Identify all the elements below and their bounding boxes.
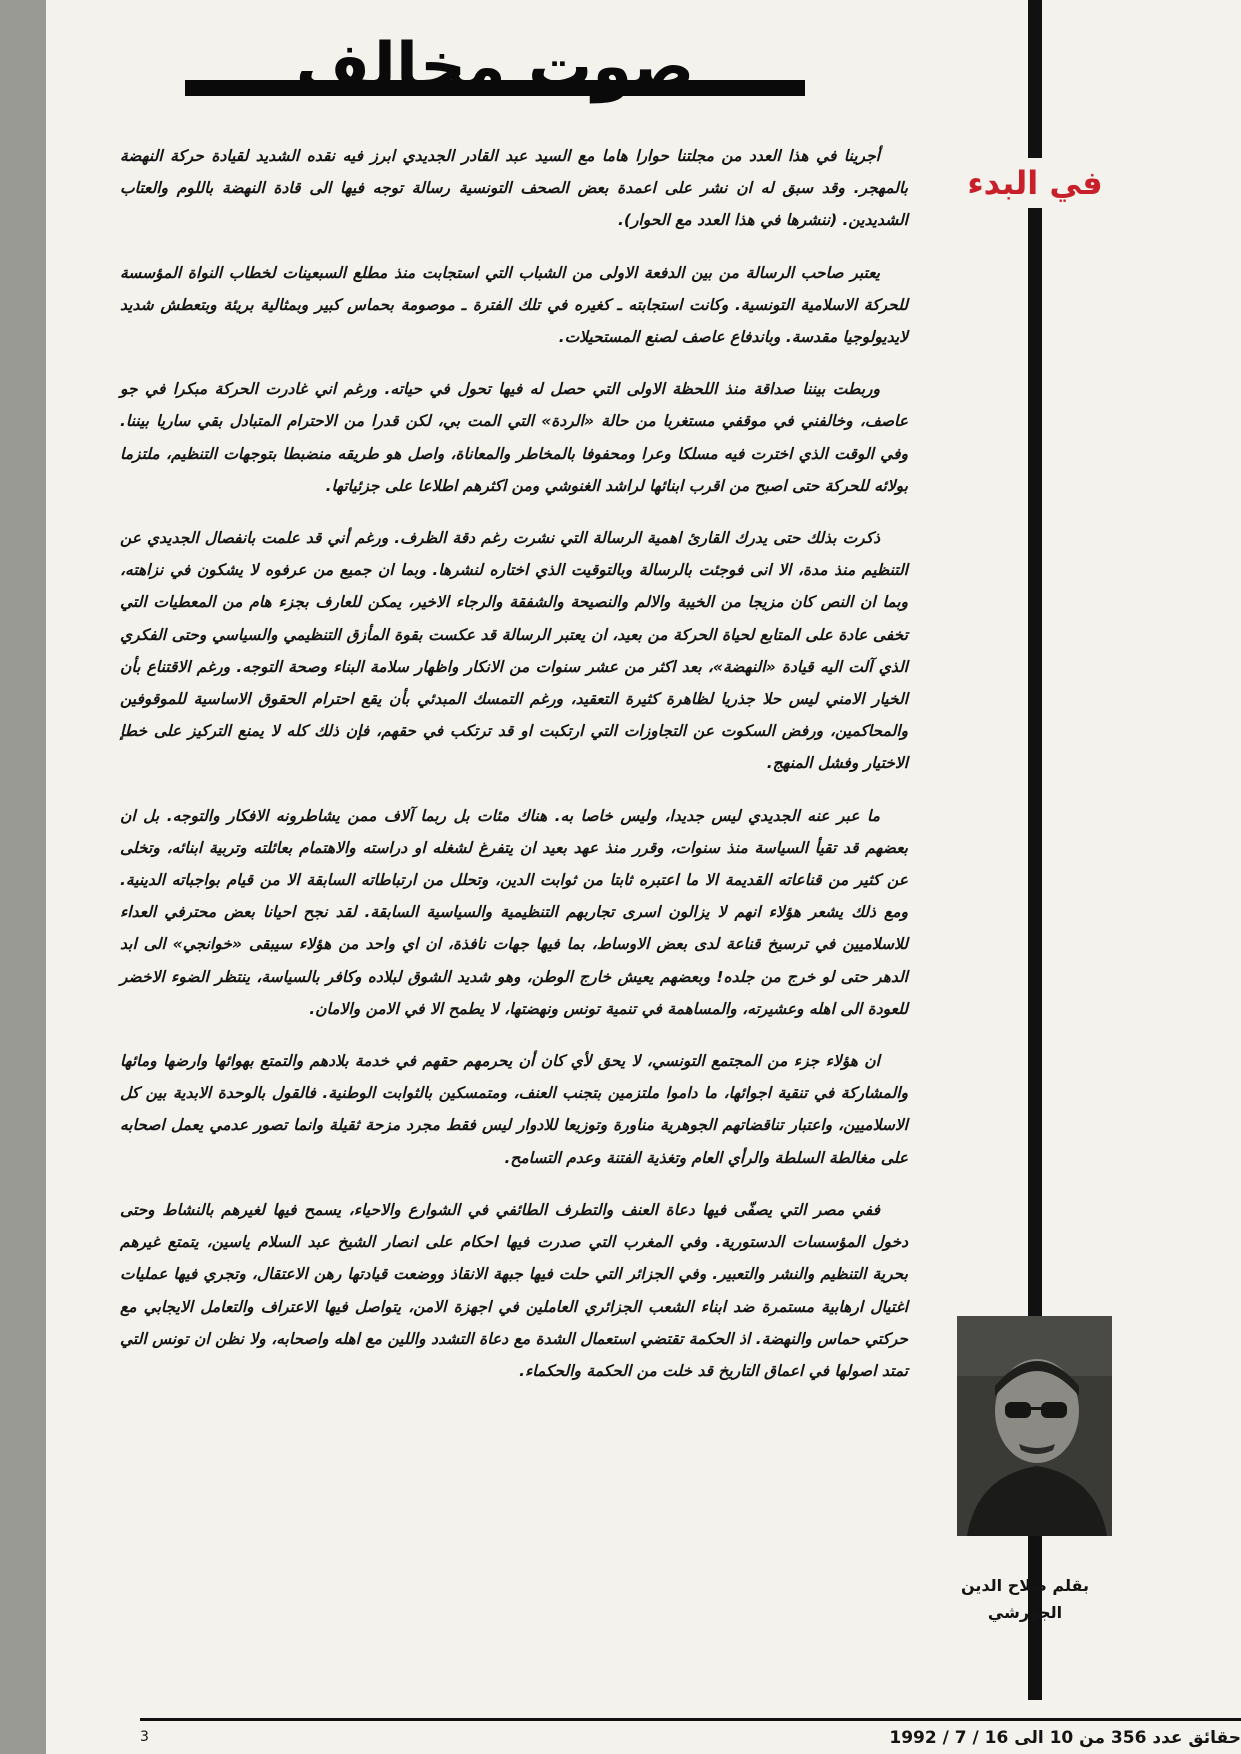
article-paragraph: ذكرت بذلك حتى يدرك القارئ اهمية الرسالة التي نشرت رغم دقة الظرف. ورغم أني قد علمت بانفصال الجديدي عن التنظيم منذ مدة، الا انى فوجئت بالرسالة وبالتوقيت الذي اختاره لنشرها. وبما ان جميع من عرفوه لا يشكون في نزاهته، وبما ان النص كان مزيجا من الخيبة والالم والنصيحة والشفقة والرجاء الاخير، يمكن للعارف بجزء هام من المعطيات التي تخفى عادة على المتابع لحياة الحركة من بعيد، ان يعتبر الرسالة قد عكست بقوة المأزق التنظيمي والسياسي وحتى الفكري الذي آلت اليه قيادة «النهضة»، بعد اكثر من عشر سنوات من الانكار واظهار سلامة البناء وصحة التوجه. ورغم الاقتناع بأن الخيار الامني ليس حلا جذريا لظاهرة كثيرة التعقيد، ورغم التمسك المبدئي بأن يقع احترام الحقوق الاساسية للموقوفين والمحاكمين، ورفض السكوت عن التجاوزات التي ارتكبت او قد ترتكب في حقهم، فإن ذلك كله لا يمنع التركيز على خطإ الاختيار وفشل المنهج. bbox=[120, 529, 908, 773]
article-paragraph: ففي مصر التي يصفّى فيها دعاة العنف والتطرف الطائفي في الشوارع والاحياء، يسمح فيها لغيرهم بالنشاط وحتى دخول المؤسسات الدستورية. وفي المغرب التي صدرت فيها احكام على انصار الشيخ عبد السلام ياسين، يتمتع غيرهم بحرية التنظيم والنشر والتعبير. وفي الجزائر التي حلت فيها جبهة الانقاذ ووضعت قيادتها رهن الاعتقال، وتجري فيها عمليات اغتيال ارهابية مستمرة ضد ابناء الشعب الجزائري العاملين في اجهزة الامن، يتواصل فيها الاعتراف والتعامل الايجابي مع حركتي حماس والنهضة. اذ الحكمة تقتضي استعمال الشدة مع دعاة التشدد واللين مع اهله واصحابه، ولا نظن ان تونس التي تمتد اصولها في اعماق التاريخ قد خلت من الحكمة والحكماء. bbox=[120, 1200, 909, 1380]
page-number: 3 bbox=[140, 1729, 149, 1745]
article-body bbox=[120, 140, 908, 1640]
column-label: في البدء bbox=[955, 158, 1115, 208]
author-portrait-image bbox=[957, 1316, 1112, 1536]
article-paragraph: وربطت بيننا صداقة منذ اللحظة الاولى التي حصل له فيها تحول في حياته. ورغم اني غادرت الحركة مبكرا في جو عاصف، وخالفني في موقفي مستغربا من حالة «الردة» التي المت بي، لكن قدرا من الاحترام المتبادل بقي ساريا بيننا. وفي الوقت الذي اخترت فيه مسلكا وعرا ومحفوفا بالمخاطر والمعاناة، واصل هو طريقه منضبطا بتوجهات التنظيم، ملتزما بولائه للحركة حتى اصبح من اقرب ابنائها لراشد الغنوشي ومن اكثرهم اطلاعا على جزئياتها. bbox=[120, 380, 909, 495]
byline-author-name: الجورشي bbox=[987, 1603, 1063, 1622]
scan-edge bbox=[0, 0, 46, 1754]
issue-info: حقائق عدد 356 من 10 الى 16 / 7 / 1992 bbox=[889, 1728, 1241, 1748]
byline-line-1: بقلم صلاح الدين bbox=[960, 1576, 1090, 1595]
byline bbox=[940, 1572, 1110, 1632]
article-paragraph: ما عبر عنه الجديدي ليس جديدا، وليس خاصا به. هناك مئات بل ربما آلاف ممن يشاطرونه الافكار والتوجه. بل ان بعضهم قد تقيأ السياسة منذ سنوات، وقرر منذ عهد بعيد ان يتفرغ لشغله او دراسته والاهتمام بعائلته وتربية ابنائه، وتخلى عن كثير من قناعاته القديمة الا ما اعتبره ثابتا من ثوابت الدين، وتحلل من ارتباطاته السابقة الا من قيام بواجباته الدينية. ومع ذلك يشعر هؤلاء انهم لا يزالون اسرى تجاربهم التنظيمية والسياسية السابقة. لقد نجح احيانا بعض محترفي العداء للاسلاميين في ترسيخ قناعة لدى بعض الاوساط، بما فيها جهات نافذة، ان اي واحد من هؤلاء سيبقى «خوانجي» الى ابد الدهر حتى لو خرج من جلده! وبعضهم يعيش خارج الوطن، وهو شديد الشوق لبلاده وكافر بالسياسة، ينتظر الضوء الاخضر للعودة الى اهله وعشيرته، والمساهمة في تنمية تونس ونهضتها، لا يطمح الا في الامن والامان. bbox=[120, 806, 908, 1018]
page-title: صوت مخالف bbox=[295, 30, 695, 104]
article-paragraph: ان هؤلاء جزء من المجتمع التونسي، لا يحق لأي كان أن يحرمهم حقهم في خدمة بلادهم والتمتع بهوائها وارضها ومائها والمشاركة في تنقية اجوائها، ما داموا ملتزمين بتجنب العنف، ومتمسكين بالثوابت الوطنية. فالقول بالوحدة الابدية بين كل الاسلاميين، واعتبار تناقضاتهم الجوهرية مناورة وتوزيعا للادوار ليس فقط مجرد مزحة ثقيلة وانما تصور عدمي يعمل اصحابه على مغالطة السلطة والرأي العام وتغذية الفتنة وعدم التسامح. bbox=[120, 1052, 908, 1167]
article-paragraph: أجرينا في هذا العدد من مجلتنا حوارا هاما مع السيد عبد القادر الجديدي ابرز فيه نقده الشديد لقيادة حركة النهضة بالمهجر. وقد سبق له ان نشر على اعمدة بعض الصحف التونسية رسالة توجه فيها الى قادة النهضة باللوم والعتاب الشديدين. (ننشرها في هذا العدد مع الحوار). bbox=[120, 147, 908, 230]
article-paragraph: يعتبر صاحب الرسالة من بين الدفعة الاولى من الشباب التي استجابت منذ مطلع السبعينات لخطاب النواة المؤسسة للحركة الاسلامية التونسية. وكانت استجابته ـ كغيره في تلك الفترة ـ موصومة بحماس كبير وبمثالية بريئة وبتعطش شديد لايديولوجيا مقدسة. وباندفاع عاصف لصنع المستحيلات. bbox=[120, 263, 908, 347]
footer-rule bbox=[140, 1718, 1241, 1721]
author-photo bbox=[957, 1316, 1112, 1536]
